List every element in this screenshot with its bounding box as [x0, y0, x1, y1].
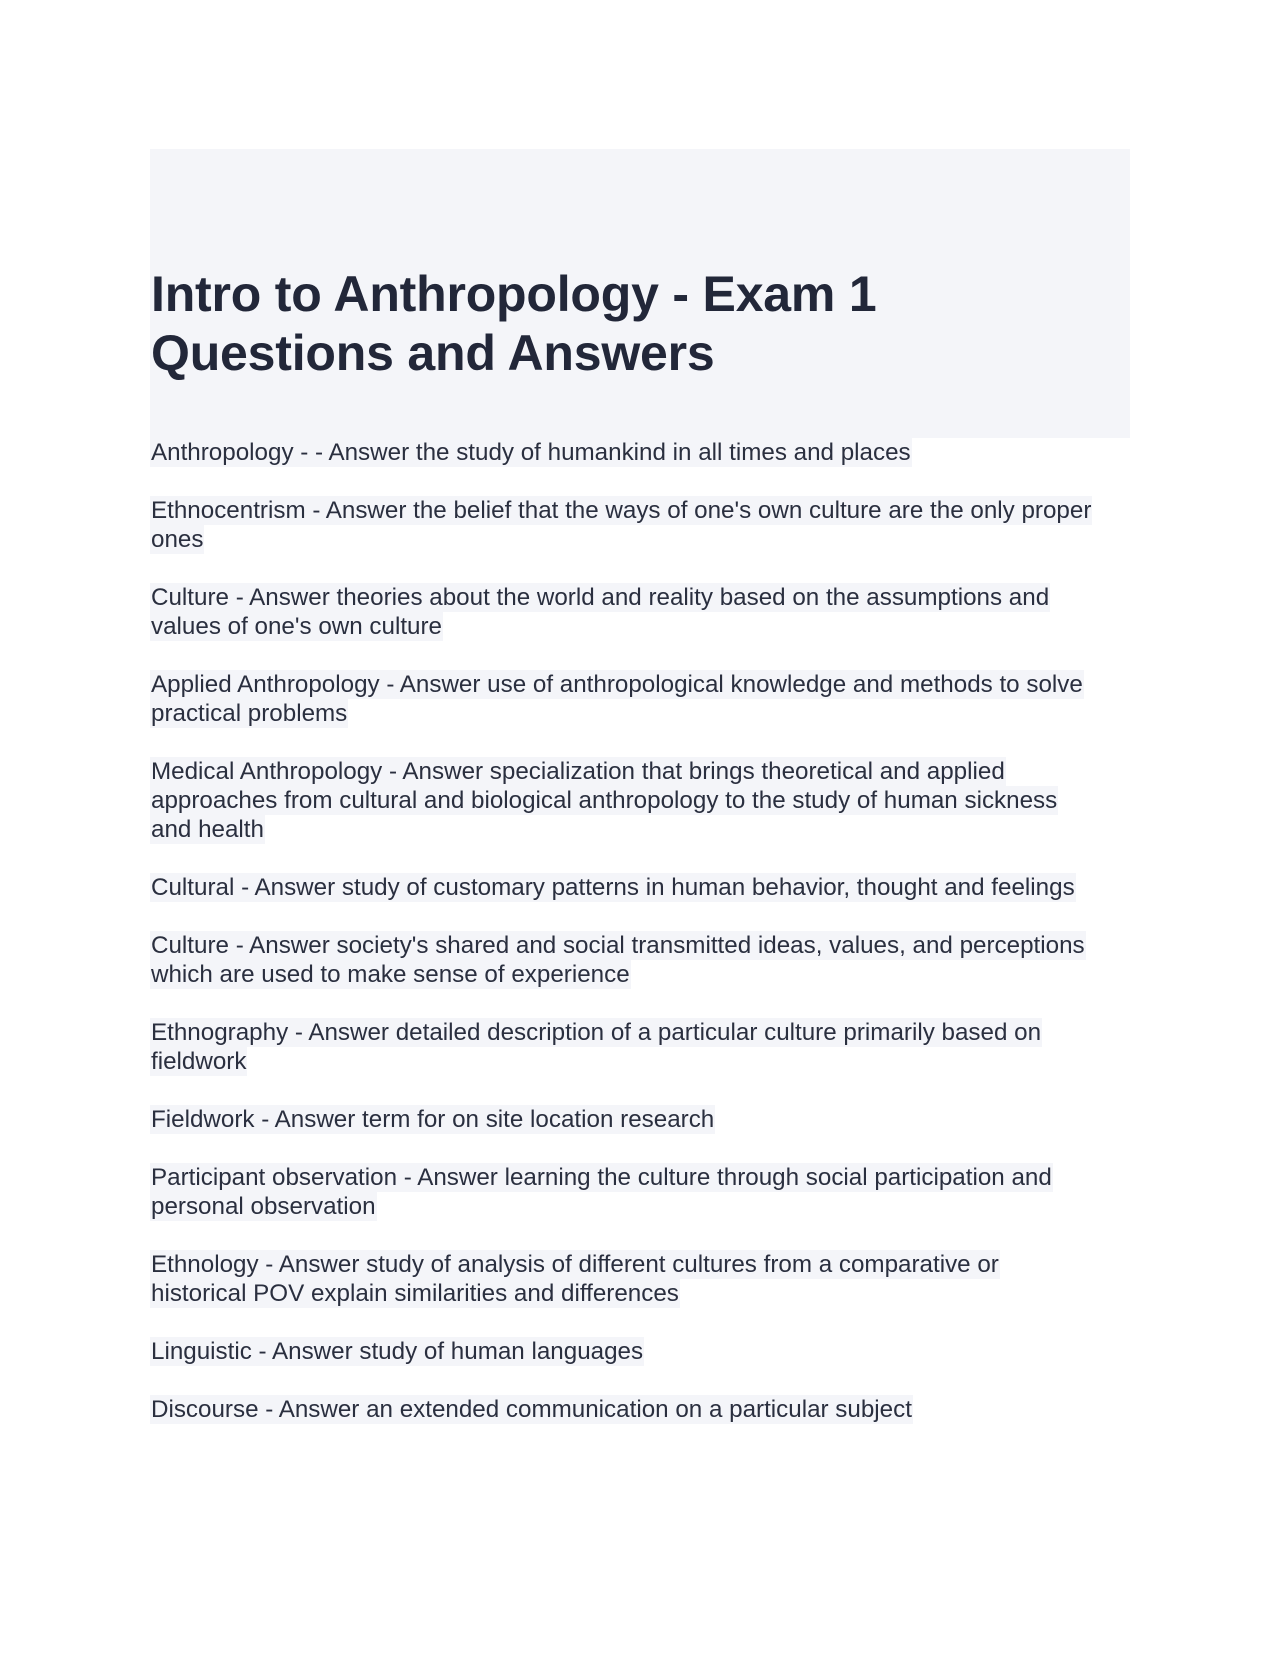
qa-entry-culture-theories: [150, 583, 1130, 641]
entry-line: Anthropology - - Answer the study of humankind in all times and places: [151, 439, 911, 466]
qa-entry-fieldwork: [150, 1105, 1130, 1134]
qa-entry-applied-anthropology: [150, 670, 1130, 728]
qa-entry-cultural: [150, 873, 1130, 902]
title-line: Questions and Answers: [151, 325, 715, 381]
qa-entry-discourse: [150, 1395, 1130, 1424]
entry-line: values of one's own culture: [151, 613, 443, 640]
qa-entry-linguistic: [150, 1337, 1130, 1366]
entry-line: which are used to make sense of experience: [151, 961, 630, 988]
entry-line: Medical Anthropology - Answer specialization that brings theoretical and applied: [151, 758, 1005, 785]
entry-line: historical POV explain similarities and differences: [151, 1280, 679, 1307]
entry-line: Applied Anthropology - Answer use of anthropological knowledge and methods to solve: [151, 671, 1083, 698]
qa-entry-culture-shared: [150, 931, 1130, 989]
entry-line: and health: [151, 816, 264, 843]
entry-line: Ethnocentrism - Answer the belief that the ways of one's own culture are the only proper: [151, 497, 1092, 524]
entry-line: Discourse - Answer an extended communication on a particular subject: [151, 1396, 912, 1423]
entry-line: practical problems: [151, 700, 348, 727]
entry-line: Ethnology - Answer study of analysis of different cultures from a comparative or: [151, 1251, 999, 1278]
qa-entry-ethnocentrism: [150, 496, 1130, 554]
entry-line: fieldwork: [151, 1048, 247, 1075]
document-page: [150, 149, 1130, 1453]
entry-line: Culture - Answer theories about the world and reality based on the assumptions and: [151, 584, 1050, 611]
page-title: [151, 265, 876, 383]
entry-line: personal observation: [151, 1193, 376, 1220]
entry-line: Ethnography - Answer detailed description of a particular culture primarily based on: [151, 1019, 1042, 1046]
entry-line: Participant observation - Answer learning the culture through social participation and: [151, 1164, 1052, 1191]
title-block: [150, 149, 1130, 438]
qa-entry-medical-anthropology: [150, 757, 1130, 844]
title-line: Intro to Anthropology - Exam 1: [151, 266, 877, 322]
qa-entry-ethnology: [150, 1250, 1130, 1308]
entry-line: Culture - Answer society's shared and social transmitted ideas, values, and perceptions: [151, 932, 1085, 959]
entry-line: Linguistic - Answer study of human languages: [151, 1338, 644, 1365]
qa-entry-participant-observation: [150, 1163, 1130, 1221]
qa-entry-anthropology: [150, 438, 1130, 467]
entry-line: approaches from cultural and biological anthropology to the study of human sickness: [151, 787, 1058, 814]
entry-line: Cultural - Answer study of customary patterns in human behavior, thought and feelings: [151, 874, 1075, 901]
entry-line: ones: [151, 526, 204, 553]
entry-line: Fieldwork - Answer term for on site location research: [151, 1106, 715, 1133]
qa-list: [150, 438, 1130, 1424]
qa-entry-ethnography: [150, 1018, 1130, 1076]
